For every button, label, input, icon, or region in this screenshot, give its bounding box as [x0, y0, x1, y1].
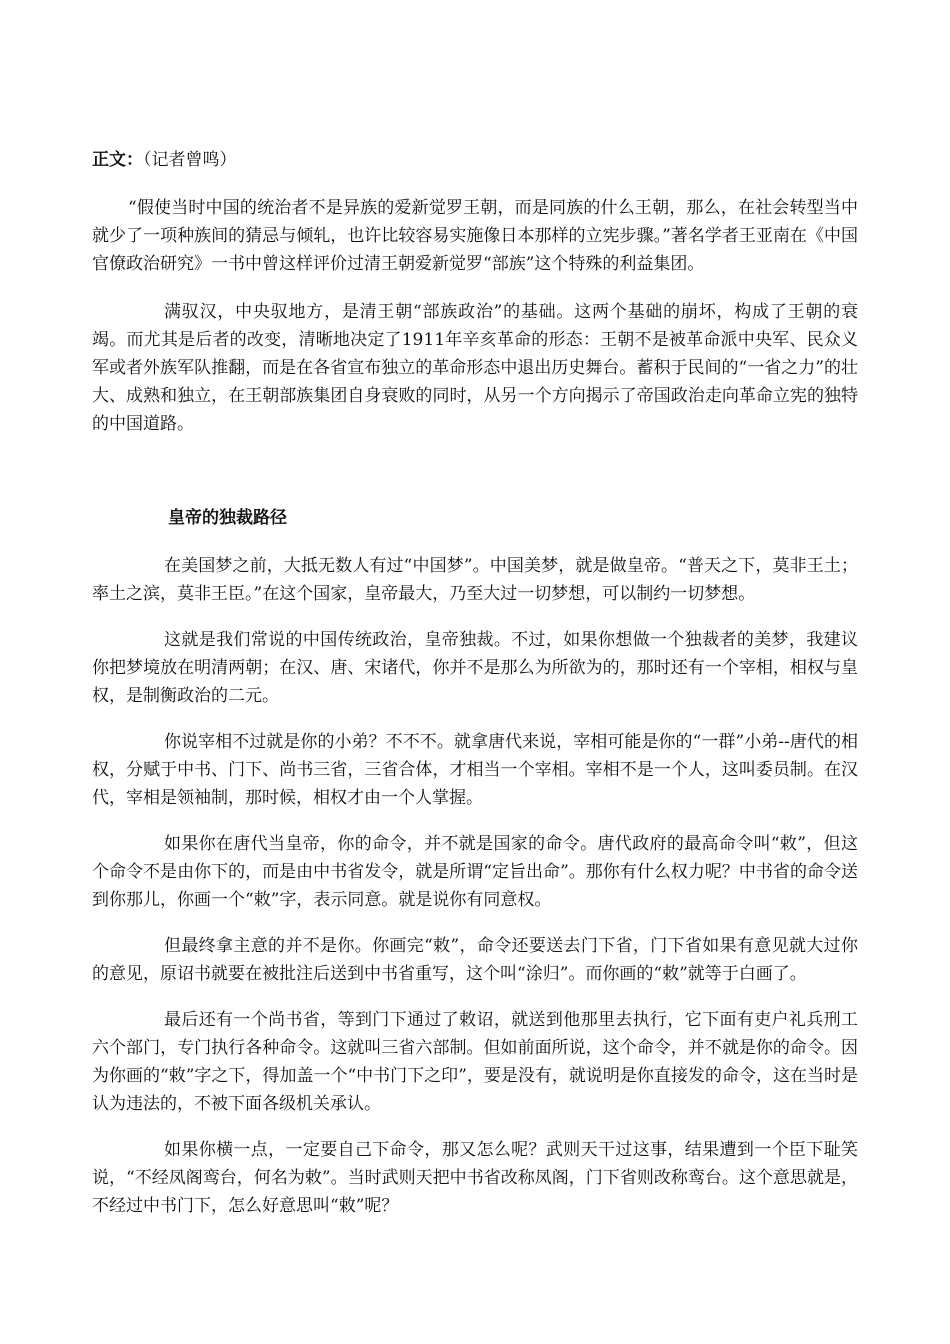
body-paragraph-3: 你说宰相不过就是你的小弟？不不不。就拿唐代来说，宰相可能是你的“一群”小弟--唐代的相权，分赋于中书、门下、尚书三省，三省合体，才相当一个宰相。宰相不是一个人，这叫委员制。在汉代，宰相是领袖制，那时候，相权才由一个人掌握。 [92, 732, 858, 808]
intro-paragraph-1: “假使当时中国的统治者不是异族的爱新觉罗王朝，而是同族的什么王朝，那么，在社会转型当中就少了一项种族间的猜忌与倾轧，也许比较容易实施像日本那样的立宪步骤。”著名学者王亚南在《中国官僚政治研究》一书中曾这样评价过清王朝爱新觉罗“部族”这个特殊的利益集团。 [92, 198, 858, 274]
body-paragraph-2: 这就是我们常说的中国传统政治，皇帝独裁。不过，如果你想做一个独裁者的美梦，我建议你把梦境放在明清两朝；在汉、唐、宋诸代，你并不是那么为所欲为的，那时还有一个宰相，相权与皇权，是制衡政治的二元。 [92, 630, 858, 706]
section-heading: 皇帝的独裁路径 [168, 508, 287, 528]
lead-line [92, 146, 858, 174]
section-spacer [92, 458, 858, 504]
body-paragraph-4: 如果你在唐代当皇帝，你的命令，并不就是国家的命令。唐代政府的最高命令叫“敕”，但这个命令不是由你下的，而是由中书省发令，就是所谓“定旨出命”。那你有什么权力呢？中书省的命令送到你那儿，你画一个“敕”字，表示同意。就是说你有同意权。 [92, 834, 858, 910]
body-paragraph-7: 如果你横一点，一定要自己下命令，那又怎么呢？武则天干过这事，结果遭到一个臣下耻笑说，“不经凤阁鸾台，何名为敕”。当时武则天把中书省改称凤阁，门下省则改称鸾台。这个意思就是，不经过中书门下，怎么好意思叫“敕”呢？ [92, 1140, 858, 1216]
body-paragraph-1: 在美国梦之前，大抵无数人有过“中国梦”。中国美梦，就是做皇帝。“普天之下，莫非王土；率土之滨，莫非王臣。”在这个国家，皇帝最大，乃至大过一切梦想，可以制约一切梦想。 [92, 556, 858, 604]
body-paragraph-5: 但最终拿主意的并不是你。你画完“敕”，命令还要送去门下省，门下省如果有意见就大过你的意见，原诏书就要在被批注后送到中书省重写，这个叫“涂归”。而你画的“敕”就等于白画了。 [92, 936, 858, 984]
lead-label: 正文： [92, 150, 143, 170]
byline: （记者曾鸣） [143, 150, 237, 170]
intro-paragraph-2: 满驭汉，中央驭地方，是清王朝“部族政治”的基础。这两个基础的崩坏，构成了王朝的衰竭。而尤其是后者的改变，清晰地决定了1911年辛亥革命的形态：王朝不是被革命派中央军、民众义军或者外族军队推翻，而是在各省宣布独立的革命形态中退出历史舞台。蓄积于民间的“一省之力”的壮大、成熟和独立，在王朝部族集团自身衰败的同时，从另一个方向揭示了帝国政治走向革命立宪的独特的中国道路。 [92, 302, 858, 434]
body-paragraph-6: 最后还有一个尚书省，等到门下通过了敕诏，就送到他那里去执行，它下面有吏户礼兵刑工六个部门，专门执行各种命令。这就叫三省六部制。但如前面所说，这个命令，并不就是你的命令。因为你画的“敕”字之下，得加盖一个“中书门下之印”，要是没有，就说明是你直接发的命令，这在当时是认为违法的，不被下面各级机关承认。 [92, 1010, 858, 1114]
